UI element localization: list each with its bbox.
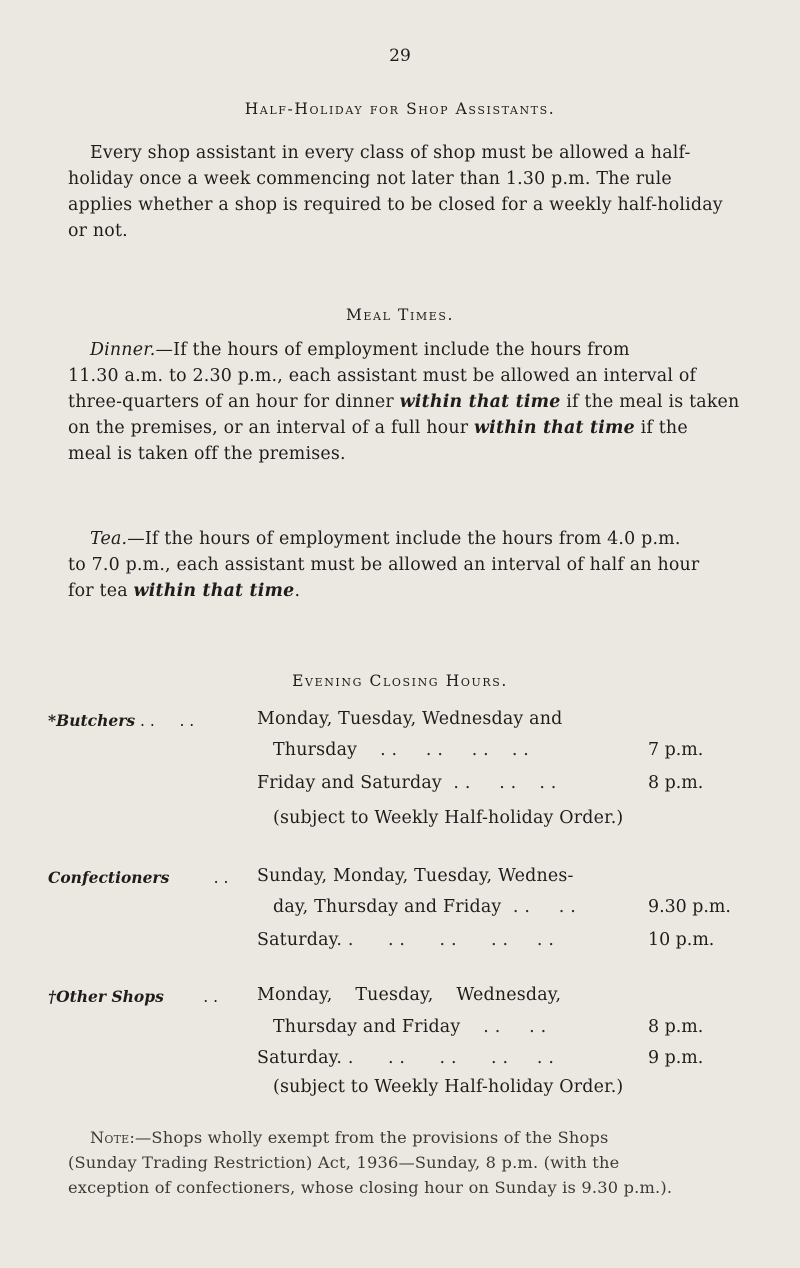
- confectioners-days: Saturday: [257, 930, 337, 950]
- evening-closing-heading: Evening Closing Hours.: [292, 672, 508, 690]
- tea-text: .: [294, 581, 301, 601]
- confectioners-label-text: Confectioners: [48, 868, 170, 887]
- butchers-note: (subject to Weekly Half-holiday Order.): [273, 808, 624, 828]
- half-holiday-paragraph: [68, 140, 755, 244]
- note-paragraph: [68, 1125, 755, 1200]
- half-holiday-line: applies whether a shop is required to be closed for a weekly half-holiday: [68, 195, 723, 215]
- butchers-days-line: Thursday . . . . . . . .: [273, 740, 530, 760]
- tea-line: [68, 578, 755, 604]
- other-shops-label-text: †Other Shops: [48, 987, 164, 1006]
- confectioners-closing-time: 10 p.m.: [648, 930, 715, 950]
- dinner-line: [68, 337, 755, 363]
- other-shops-closing-time: 8 p.m.: [648, 1017, 704, 1037]
- other-shops-label: †Other Shops . .: [48, 987, 219, 1006]
- tea-line: to 7.0 p.m., each assistant must be allowed an interval of half an hour: [68, 555, 700, 575]
- dinner-text: —If the hours of employment include the hours from: [155, 340, 630, 360]
- dinner-line: [68, 415, 755, 441]
- tea-paragraph: [68, 526, 755, 604]
- tea-text: for tea: [68, 581, 134, 601]
- other-shops-days-line: Saturday. . . . . . . . . .: [257, 1048, 555, 1068]
- butchers-days: Friday and Saturday: [257, 773, 442, 793]
- butchers-days-line: Monday, Tuesday, Wednesday and: [257, 709, 563, 729]
- other-shops-days: Thursday and Friday: [273, 1017, 461, 1037]
- butchers-days: Thursday: [273, 740, 358, 760]
- confectioners-days: day, Thursday and Friday: [273, 897, 502, 917]
- butchers-closing-time: 8 p.m.: [648, 773, 704, 793]
- page-number: 29: [389, 46, 411, 66]
- dinner-text: if the meal is taken: [560, 392, 740, 412]
- dinner-line: meal is taken off the premises.: [68, 444, 346, 464]
- dinner-text: if the: [634, 418, 688, 438]
- half-holiday-line: or not.: [68, 221, 128, 241]
- confectioners-days-line: day, Thursday and Friday . . . .: [273, 897, 576, 917]
- tea-emphasis: within that time: [133, 581, 295, 601]
- note-label: Note: [90, 1128, 130, 1147]
- other-shops-note: (subject to Weekly Half-holiday Order.): [273, 1077, 624, 1097]
- dinner-emphasis: within that time: [399, 392, 561, 412]
- dinner-lead: Dinner.: [90, 340, 156, 360]
- note-line: (Sunday Trading Restriction) Act, 1936—Sunday, 8 p.m. (with the: [68, 1153, 620, 1172]
- confectioners-days-line: Saturday. . . . . . . . . .: [257, 930, 555, 950]
- other-shops-days-line: Thursday and Friday . . . .: [273, 1017, 547, 1037]
- butchers-closing-time: 7 p.m.: [648, 740, 704, 760]
- confectioners-days-line: Sunday, Monday, Tuesday, Wednes-: [257, 866, 574, 886]
- dinner-line: [68, 389, 755, 415]
- tea-line: [68, 526, 755, 552]
- other-shops-days-line: Monday, Tuesday, Wednesday,: [257, 985, 562, 1005]
- other-shops-closing-time: 9 p.m.: [648, 1048, 704, 1068]
- butchers-label: *Butchers . . . .: [48, 711, 195, 730]
- note-line: [68, 1125, 755, 1150]
- half-holiday-heading: Half-Holiday for Shop Assistants.: [244, 100, 556, 118]
- dinner-line: 11.30 a.m. to 2.30 p.m., each assistant must be allowed an interval of: [68, 366, 697, 386]
- dinner-text: three-quarters of an hour for dinner: [68, 392, 400, 412]
- butchers-label-text: *Butchers: [48, 711, 136, 730]
- tea-lead: Tea.: [90, 529, 128, 549]
- tea-text: —If the hours of employment include the hours from 4.0 p.m.: [127, 529, 681, 549]
- other-shops-days: Saturday: [257, 1048, 337, 1068]
- dinner-emphasis: within that time: [473, 418, 635, 438]
- dinner-text: on the premises, or an interval of a full hour: [68, 418, 474, 438]
- confectioners-label: Confectioners . .: [48, 868, 229, 887]
- note-text: :—Shops wholly exempt from the provisions of the Shops: [129, 1128, 609, 1147]
- half-holiday-line: Every shop assistant in every class of shop must be allowed a half-: [90, 143, 691, 163]
- meal-times-heading: Meal Times.: [345, 306, 455, 324]
- half-holiday-line: holiday once a week commencing not later than 1.30 p.m. The rule: [68, 169, 672, 189]
- note-line: exception of confectioners, whose closing hour on Sunday is 9.30 p.m.).: [68, 1178, 673, 1197]
- butchers-days-line: Friday and Saturday . . . . . .: [257, 773, 557, 793]
- confectioners-closing-time: 9.30 p.m.: [648, 897, 731, 917]
- dinner-paragraph: [68, 337, 755, 467]
